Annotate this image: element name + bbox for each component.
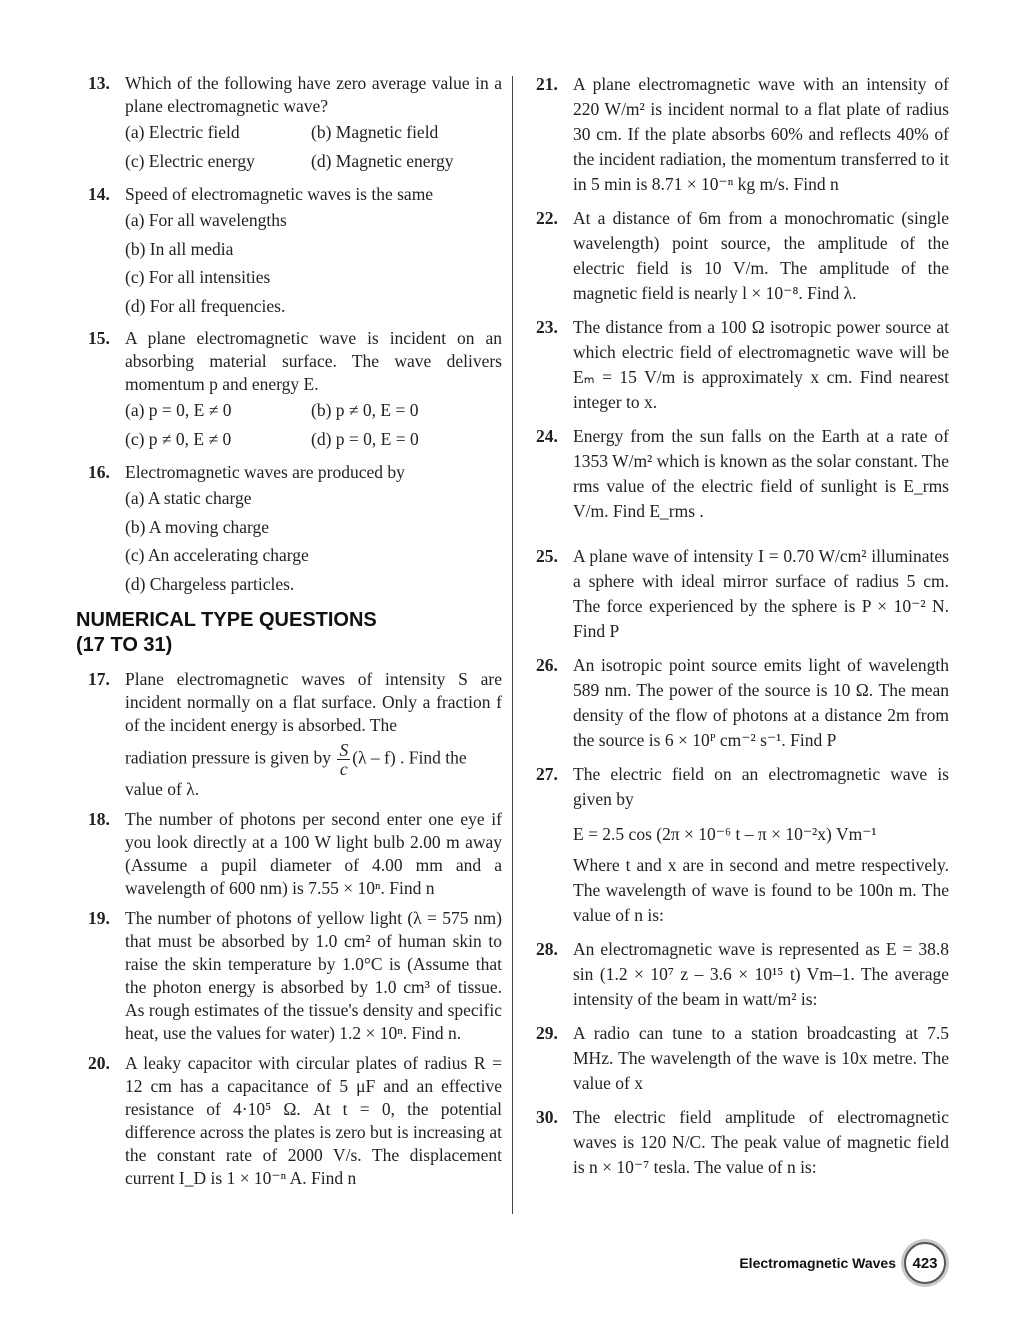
question-text: A leaky capacitor with circular plates of radius R = 12 cm has a capacitance of 5 μF and an effective resistance of 4·10⁵ Ω. At t = 0, the potential difference across the plates is zero but is increasing at the constant rate of 2000 V/s. The displacement current I_D is 1 × 10⁻ⁿ A. Find n bbox=[125, 1053, 502, 1188]
question-24 bbox=[536, 424, 949, 524]
question-18 bbox=[88, 808, 502, 900]
fraction-numerator: S bbox=[339, 740, 349, 760]
wave-equation: E = 2.5 cos (2π × 10⁻⁶ t – π × 10⁻²x) Vm⁻¹ bbox=[573, 824, 877, 844]
question-29 bbox=[536, 1021, 949, 1096]
question-text: An electromagnetic wave is represented as E = 38.8 sin (1.2 × 10⁷ z – 3.6 × 10¹⁵ t) Vm–1. The average intensity of the beam in watt/m² is: bbox=[573, 939, 949, 1009]
page-number-badge: 423 bbox=[904, 1242, 946, 1284]
question-number: 24. bbox=[536, 426, 558, 446]
question-15 bbox=[88, 327, 502, 454]
option-row bbox=[125, 425, 502, 454]
formula-post-text: (λ – f) . Find the bbox=[352, 747, 467, 768]
option-b: (b) Magnetic field bbox=[311, 122, 439, 142]
option-d: (d) p = 0, E = 0 bbox=[311, 429, 419, 449]
question-text: The number of photons per second enter one eye if you look directly at a 100 W light bulb 2.00 m away (Assume a pupil diameter of 4.00 mm and a wavelength of 600 nm) is 7.55 × 10ⁿ. Find n bbox=[125, 809, 502, 898]
question-number: 14. bbox=[88, 184, 110, 204]
section-heading bbox=[76, 608, 502, 658]
question-text: A plane wave of intensity I = 0.70 W/cm² illuminates a sphere with ideal mirror surface of radius 5 cm. The force experienced by the sphere is P × 10⁻² N. Find P bbox=[573, 546, 949, 641]
radiation-pressure-formula bbox=[125, 741, 502, 778]
question-20 bbox=[88, 1052, 502, 1190]
question-number: 17. bbox=[88, 669, 110, 689]
question-text: A radio can tune to a station broadcasting at 7.5 MHz. The wavelength of the wave is 10x metre. The value of x bbox=[573, 1023, 949, 1093]
question-number: 13. bbox=[88, 73, 110, 93]
page-footer bbox=[739, 1242, 946, 1284]
option-row bbox=[125, 118, 502, 147]
question-text: The distance from a 100 Ω isotropic power source at which electric field of electromagnetic wave will be Eₘ = 15 V/m is approximately x cm. Find nearest integer to x. bbox=[573, 317, 949, 412]
option-b: (b) p ≠ 0, E = 0 bbox=[311, 400, 419, 420]
question-21 bbox=[536, 72, 949, 197]
option-b: (b) A moving charge bbox=[125, 516, 270, 537]
question-number: 15. bbox=[88, 328, 110, 348]
column-divider bbox=[512, 76, 513, 1214]
section-heading-line2: (17 TO 31) bbox=[76, 634, 173, 656]
option-row bbox=[125, 396, 502, 425]
option-a: (a) p = 0, E ≠ 0 bbox=[125, 400, 232, 420]
question-text: A plane electromagnetic wave with an intensity of 220 W/m² is incident normal to a flat plate of radius 30 cm. If the plate absorbs 60% and reflects 40% of the incident radiation, the momentum transferred to it in 5 min is 8.71 × 10⁻ⁿ kg m/s. Find n bbox=[573, 74, 949, 194]
question-number: 28. bbox=[536, 939, 558, 959]
option-c: (c) An accelerating charge bbox=[125, 545, 309, 565]
question-number: 22. bbox=[536, 208, 558, 228]
question-number: 25. bbox=[536, 546, 558, 566]
option-row bbox=[125, 147, 502, 176]
section-heading-line1: NUMERICAL TYPE QUESTIONS bbox=[76, 609, 377, 631]
option-a: (a) For all wavelengths bbox=[125, 210, 287, 230]
question-text: Plane electromagnetic waves of intensity S are incident normally on a flat surface. Only a fraction f of the incident energy is absorbed. The bbox=[125, 669, 502, 735]
question-number: 27. bbox=[536, 764, 558, 784]
question-text: At a distance of 6m from a monochromatic (single wavelength) point source, the amplitude of the electric field is 10 V/m. The amplitude of the magnetic field is nearly l × 10⁻⁸. Find λ. bbox=[573, 208, 949, 303]
question-text: A plane electromagnetic wave is incident on an absorbing material surface. The wave delivers momentum p and energy E. bbox=[125, 328, 502, 394]
fraction-denominator: c bbox=[339, 759, 348, 779]
option-c: (c) Electric energy bbox=[125, 151, 255, 171]
question-number: 23. bbox=[536, 317, 558, 337]
question-text: The electric field on an electromagnetic wave is given by bbox=[573, 764, 949, 809]
option-d: (d) For all frequencies. bbox=[125, 295, 286, 316]
question-number: 30. bbox=[536, 1107, 558, 1127]
question-number: 19. bbox=[88, 908, 110, 928]
question-number: 26. bbox=[536, 655, 558, 675]
question-23 bbox=[536, 315, 949, 415]
question-text: Speed of electromagnetic waves is the same bbox=[125, 184, 434, 204]
option-c: (c) For all intensities bbox=[125, 267, 271, 287]
question-13 bbox=[88, 72, 502, 176]
question-text: The electric field amplitude of electromagnetic waves is 120 N/C. The peak value of magnetic field is n × 10⁻⁷ tesla. The value of n is: bbox=[573, 1107, 949, 1177]
option-list bbox=[125, 484, 502, 598]
question-text: The number of photons of yellow light (λ = 575 nm) that must be absorbed by 1.0 cm² of human skin to raise the skin temperature by 1.0°C is (Assume that the photon energy is absorbed by 1.0 cm³ of tissue. As rough estimates of the tissue's density and specific heat, use the values for water) 1.2 × 10ⁿ. Find n. bbox=[125, 908, 502, 1043]
question-number: 16. bbox=[88, 462, 110, 482]
option-b: (b) In all media bbox=[125, 238, 234, 259]
question-30 bbox=[536, 1105, 949, 1180]
question-number: 29. bbox=[536, 1023, 558, 1043]
chapter-title: Electromagnetic Waves bbox=[739, 1255, 896, 1271]
question-text: An isotropic point source emits light of wavelength 589 nm. The power of the source is 10 Ω. The mean density of the flow of photons at a distance 2m from the source is 6 × 10ᴾ cm⁻² s⁻¹. Find P bbox=[573, 655, 949, 750]
option-a: (a) A static charge bbox=[125, 488, 252, 508]
question-25 bbox=[536, 544, 949, 644]
left-column bbox=[76, 72, 502, 1197]
option-c: (c) p ≠ 0, E ≠ 0 bbox=[125, 429, 232, 449]
question-22 bbox=[536, 206, 949, 306]
formula-pre-text: radiation pressure is given by bbox=[125, 747, 332, 768]
question-16 bbox=[88, 461, 502, 598]
option-list bbox=[125, 206, 502, 320]
question-26 bbox=[536, 653, 949, 753]
question-text: Which of the following have zero average value in a plane electromagnetic wave? bbox=[125, 73, 502, 116]
question-text: Electromagnetic waves are produced by bbox=[125, 462, 405, 482]
right-column bbox=[536, 72, 949, 1189]
question-tail-text: value of λ. bbox=[125, 779, 200, 799]
question-text: Energy from the sun falls on the Earth at a rate of 1353 W/m² which is known as the solar constant. The rms value of the electric field of sunlight is E_rms V/m. Find E_rms . bbox=[573, 426, 949, 521]
option-d: (d) Magnetic energy bbox=[311, 151, 454, 171]
question-14 bbox=[88, 183, 502, 320]
question-28 bbox=[536, 937, 949, 1012]
question-19 bbox=[88, 907, 502, 1045]
question-number: 21. bbox=[536, 74, 558, 94]
question-number: 18. bbox=[88, 809, 110, 829]
question-number: 20. bbox=[88, 1053, 110, 1073]
option-a: (a) Electric field bbox=[125, 122, 240, 142]
option-d: (d) Chargeless particles. bbox=[125, 573, 295, 594]
fraction-s-over-c bbox=[337, 741, 350, 778]
question-17 bbox=[88, 668, 502, 801]
question-text-continued: Where t and x are in second and metre respectively. The wavelength of wave is found to be 100n m. The value of n is: bbox=[573, 855, 949, 925]
question-27 bbox=[536, 762, 949, 928]
